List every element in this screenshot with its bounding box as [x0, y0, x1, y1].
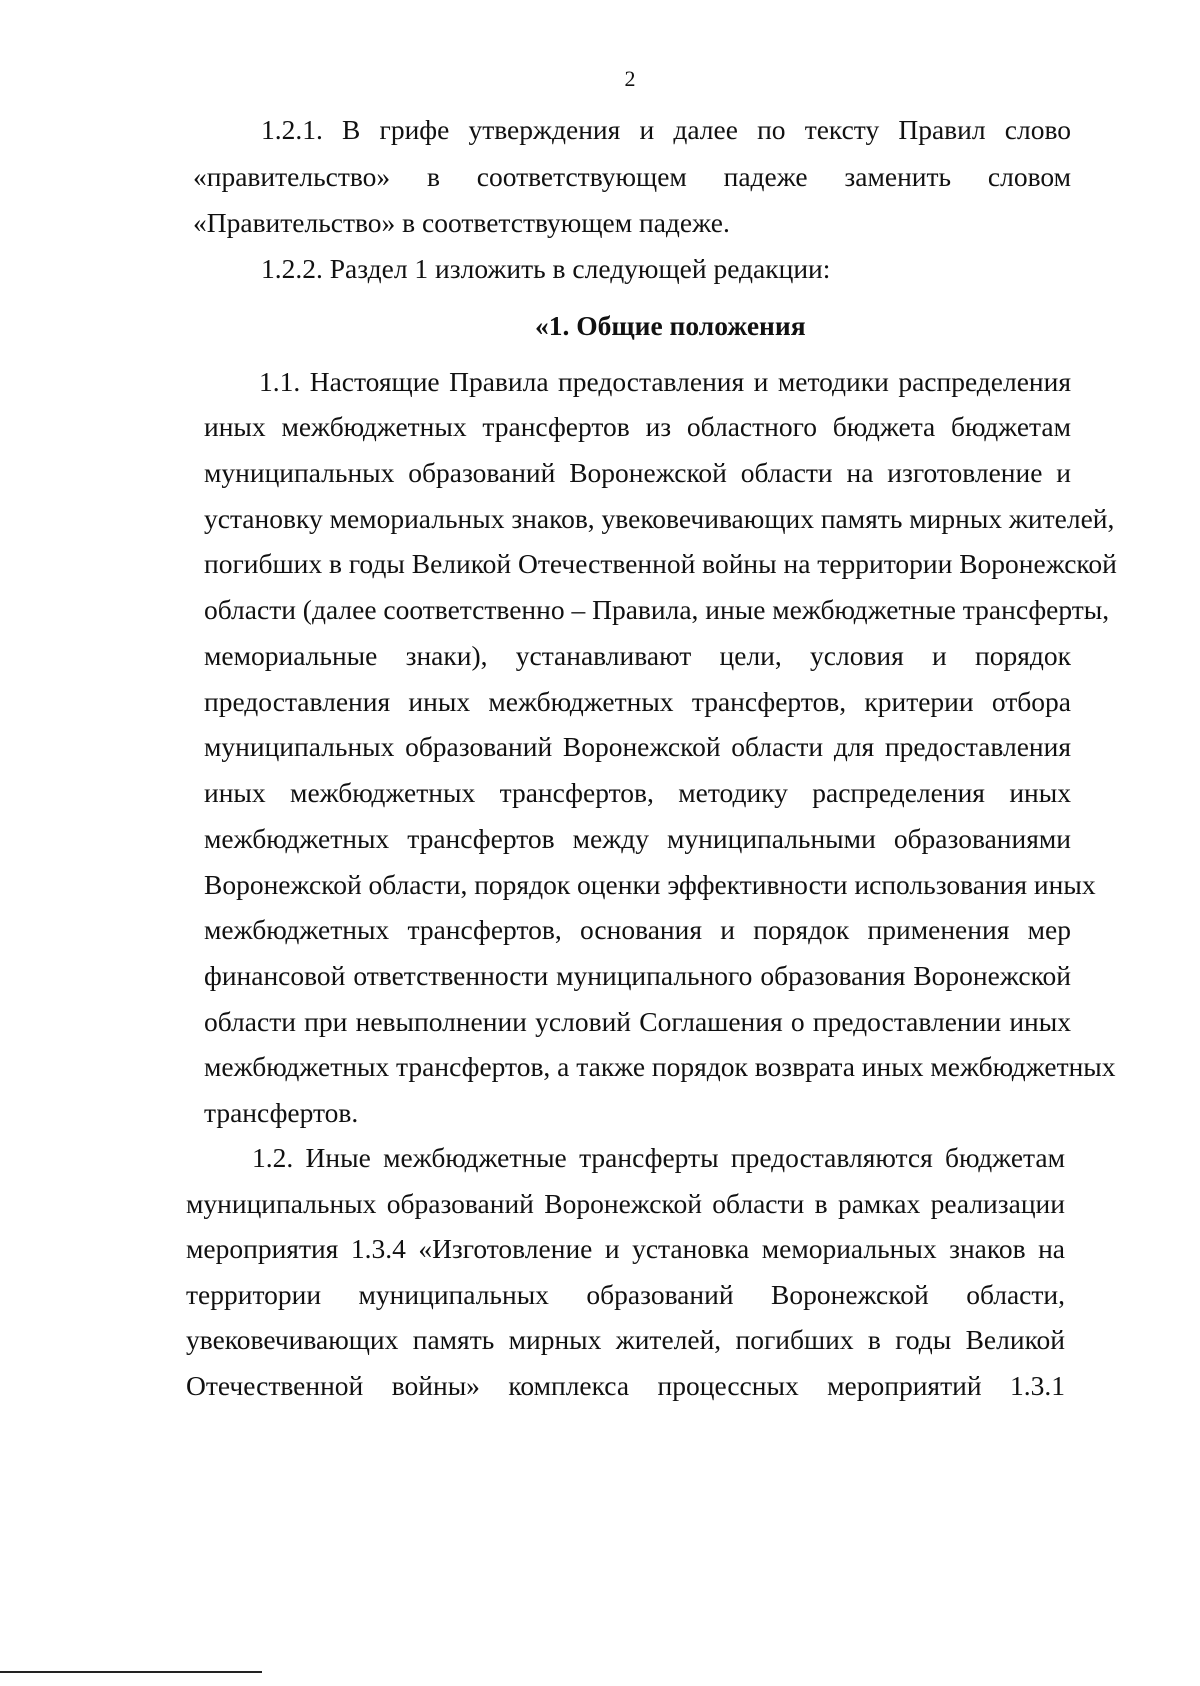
paragraph-1-1-line: муниципальных образований Воронежской области на изготовление и — [204, 457, 1071, 488]
paragraph-1-1-line: межбюджетных трансфертов, а также порядок возврата иных межбюджетных — [204, 1051, 1116, 1082]
paragraph-1-2-line: 1.2. Иные межбюджетные трансферты предоставляются бюджетам — [252, 1142, 1065, 1173]
paragraph-1-1-line: области (далее соответственно – Правила, иные межбюджетные трансферты, — [204, 594, 1110, 625]
paragraph-1-2-1-line: «Правительство» в соответствующем падеже. — [193, 207, 730, 238]
section-heading: «1. Общие положения — [535, 310, 806, 341]
page-number: 2 — [624, 66, 636, 91]
paragraph-1-2-1-line: 1.2.1. В грифе утверждения и далее по тексту Правил слово — [261, 114, 1071, 145]
paragraph-1-1-line: иных межбюджетных трансфертов из областного бюджета бюджетам — [204, 411, 1071, 442]
paragraph-1-2-line: мероприятия 1.3.4 «Изготовление и установка мемориальных знаков на — [186, 1233, 1065, 1264]
paragraph-1-1-line: иных межбюджетных трансфертов, методику распределения иных — [204, 777, 1071, 808]
paragraph-1-1-line: 1.1. Настоящие Правила предоставления и методики распределения — [259, 366, 1071, 397]
paragraph-1-2-2: 1.2.2. Раздел 1 изложить в следующей редакции: — [261, 253, 831, 284]
paragraph-1-1-line: области при невыполнении условий Соглашения о предоставлении иных — [204, 1006, 1071, 1037]
paragraph-1-1-line: мемориальные знаки), устанавливают цели, условия и порядок — [204, 640, 1071, 671]
bottom-rule — [0, 1671, 262, 1673]
paragraph-1-2-line: увековечивающих память мирных жителей, погибших в годы Великой — [186, 1324, 1065, 1355]
paragraph-1-1-line: установку мемориальных знаков, увековечивающих память мирных жителей, — [204, 503, 1115, 534]
paragraph-1-1-line: Воронежской области, порядок оценки эффективности использования иных — [204, 869, 1096, 900]
paragraph-1-1-line: предоставления иных межбюджетных трансфертов, критерии отбора — [204, 686, 1071, 717]
paragraph-1-2-line: территории муниципальных образований Воронежской области, — [186, 1279, 1065, 1310]
paragraph-1-1-line: трансфертов. — [204, 1097, 359, 1128]
paragraph-1-1-line: погибших в годы Великой Отечественной войны на территории Воронежской — [204, 548, 1117, 579]
paragraph-1-1-line: муниципальных образований Воронежской области для предоставления — [204, 731, 1071, 762]
paragraph-1-1-line: межбюджетных трансфертов между муниципальными образованиями — [204, 823, 1071, 854]
paragraph-1-2-line: Отечественной войны» комплекса процессных мероприятий 1.3.1 — [186, 1370, 1065, 1401]
paragraph-1-1-line: межбюджетных трансфертов, основания и порядок применения мер — [204, 914, 1071, 945]
paragraph-1-2-line: муниципальных образований Воронежской области в рамках реализации — [186, 1188, 1065, 1219]
paragraph-1-1-line: финансовой ответственности муниципального образования Воронежской — [204, 960, 1071, 991]
paragraph-1-2-1-line: «правительство» в соответствующем падеже заменить словом — [193, 161, 1071, 192]
